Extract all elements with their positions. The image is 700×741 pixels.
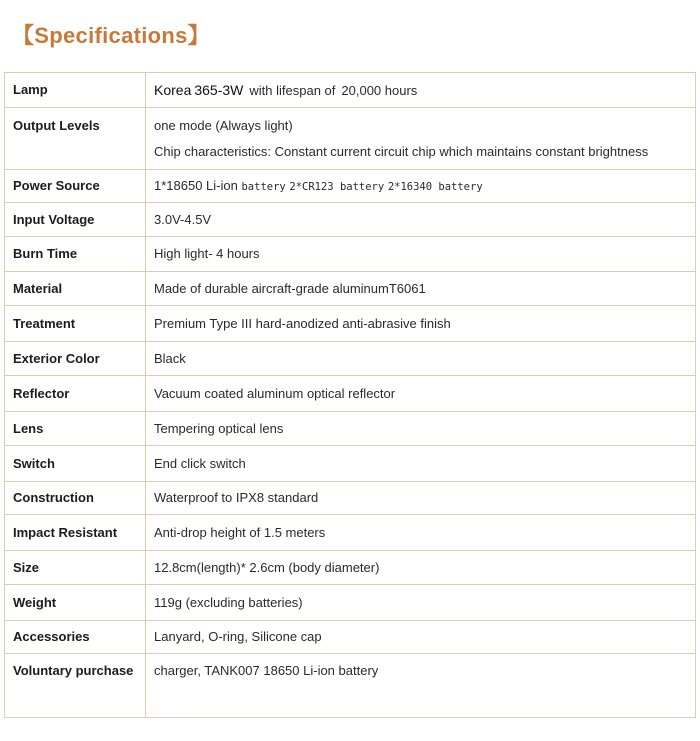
spec-label: Accessories	[5, 621, 146, 654]
spec-row-treatment	[5, 306, 696, 342]
spec-label: Weight	[5, 585, 146, 621]
spec-label: Construction	[5, 482, 146, 515]
output-mode: one mode (Always light)	[154, 118, 293, 133]
spec-row-lamp	[5, 73, 696, 108]
spec-row-switch	[5, 446, 696, 482]
spec-row-construction	[5, 482, 696, 515]
spec-label: Output Levels	[5, 108, 146, 170]
spec-row-burn-time	[5, 237, 696, 272]
spec-label: Treatment	[5, 306, 146, 342]
spec-value: End click switch	[146, 446, 696, 482]
spec-value: Vacuum coated aluminum optical reflector	[146, 376, 696, 412]
spec-label: Input Voltage	[5, 203, 146, 237]
spec-row-voluntary-purchase	[5, 654, 696, 718]
spec-label: Reflector	[5, 376, 146, 412]
spec-value: Black	[146, 342, 696, 376]
lamp-model: 365-3W	[194, 81, 244, 98]
spec-value: Lanyard, O-ring, Silicone cap	[146, 621, 696, 654]
spec-label: Size	[5, 551, 146, 585]
spec-label: Burn Time	[5, 237, 146, 272]
spec-label: Power Source	[5, 170, 146, 203]
chip-characteristics: Chip characteristics: Constant current circuit chip which maintains constant brightness	[154, 143, 649, 159]
spec-value: Anti-drop height of 1.5 meters	[146, 515, 696, 551]
spec-label: Impact Resistant	[5, 515, 146, 551]
spec-value	[146, 170, 696, 203]
power-source-cr123: 2*CR123 battery	[289, 181, 385, 194]
spec-value: charger, TANK007 18650 Li-ion battery	[146, 654, 696, 718]
spec-row-lens	[5, 412, 696, 446]
spec-label: Lamp	[5, 73, 146, 108]
spec-row-power-source	[5, 170, 696, 203]
spec-value: 3.0V-4.5V	[146, 203, 696, 237]
spec-label: Material	[5, 272, 146, 306]
lamp-lifespan-text: with lifespan of	[249, 82, 336, 98]
specifications-table	[4, 72, 696, 718]
spec-row-accessories	[5, 621, 696, 654]
page-title: 【Specifications】	[12, 23, 210, 48]
spec-row-material	[5, 272, 696, 306]
power-source-battery: battery	[241, 181, 286, 194]
spec-value: High light- 4 hours	[146, 237, 696, 272]
spec-row-weight	[5, 585, 696, 621]
spec-row-output-levels	[5, 108, 696, 170]
spec-label: Switch	[5, 446, 146, 482]
spec-value	[146, 73, 696, 108]
spec-value: 119g (excluding batteries)	[146, 585, 696, 621]
spec-value: Premium Type III hard-anodized anti-abrasive finish	[146, 306, 696, 342]
spec-label: Exterior Color	[5, 342, 146, 376]
spec-row-input-voltage	[5, 203, 696, 237]
spec-label: Voluntary purchase	[5, 654, 146, 718]
spec-row-reflector	[5, 376, 696, 412]
power-source-primary: 1*18650 Li-ion	[154, 178, 238, 194]
lamp-brand: Korea	[154, 81, 192, 98]
lamp-lifespan-value: 20,000 hours	[341, 82, 418, 98]
power-source-16340: 2*16340 battery	[387, 181, 483, 194]
spec-value: Waterproof to IPX8 standard	[146, 482, 696, 515]
spec-label: Lens	[5, 412, 146, 446]
spec-value: Made of durable aircraft-grade aluminumT6061	[146, 272, 696, 306]
spec-value: Tempering optical lens	[146, 412, 696, 446]
spec-row-exterior-color	[5, 342, 696, 376]
spec-row-size	[5, 551, 696, 585]
spec-value	[146, 108, 696, 170]
spec-value: 12.8cm(length)* 2.6cm (body diameter)	[146, 551, 696, 585]
spec-row-impact-resistant	[5, 515, 696, 551]
